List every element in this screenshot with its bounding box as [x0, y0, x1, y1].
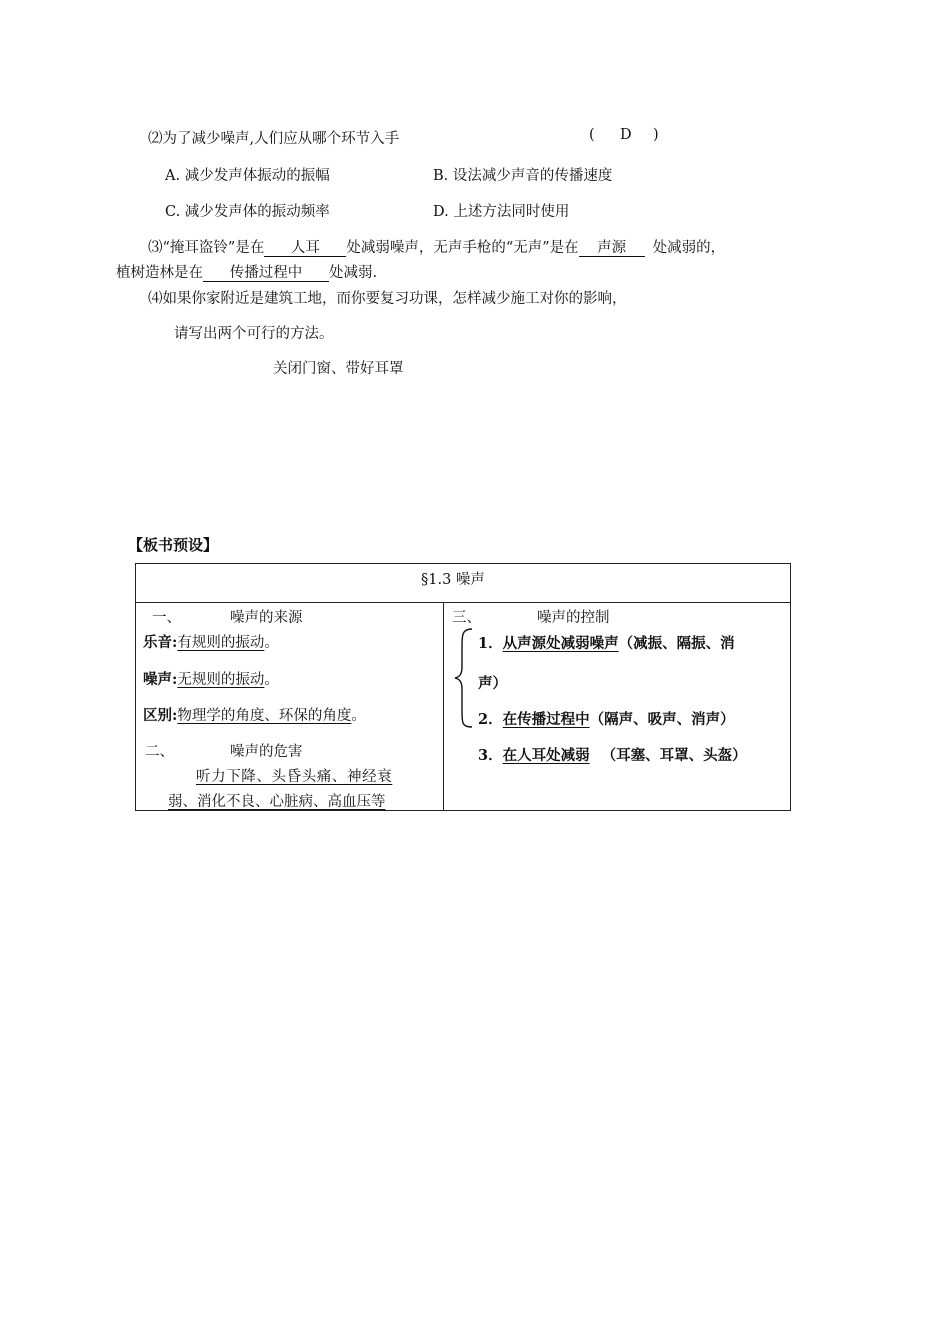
board-divider	[443, 603, 444, 810]
q3-line2	[116, 261, 377, 282]
q3-line1	[148, 236, 725, 257]
board-item2-main: 在传播过程中	[502, 711, 590, 728]
board-title: §1.3 噪声	[421, 572, 485, 588]
board-s3-num: 三、	[452, 610, 481, 626]
board-item1-note: （减振、隔振、消	[618, 635, 735, 652]
board-s2-title: 噪声的危害	[230, 744, 303, 760]
board-music-end: 。	[264, 635, 279, 651]
q3-text-part4: 植树造林是在	[116, 265, 203, 281]
q3-blank-path: 传播过程中	[203, 265, 329, 282]
board-item3-note: （耳塞、耳罩、头盔）	[601, 747, 747, 764]
q3-blank-ear: 人耳	[264, 240, 346, 257]
q2-option-b: B. 设法减少声音的传播速度	[433, 168, 613, 184]
board-music-value: 有规则的振动	[177, 635, 265, 651]
board-s3-title: 噪声的控制	[537, 610, 610, 626]
board-harm-line2: 弱、消化不良、心脏病、高血压等	[168, 794, 386, 810]
q3-text-part3: 处减弱的，	[652, 240, 726, 256]
board-music-line	[143, 631, 279, 652]
board-diff-end: 。	[351, 708, 366, 724]
board-diff-value: 物理学的角度、环保的角度	[177, 708, 352, 724]
board-noise-value: 无规则的振动	[177, 672, 265, 688]
board-noise-end: 。	[264, 672, 279, 688]
q2-option-a: A. 减少发声体振动的振幅	[165, 168, 330, 184]
q2-answer: D	[620, 127, 632, 143]
q2-paren-open: (	[589, 127, 595, 143]
q3-text-part1: ⑶“掩耳盗铃”是在	[148, 240, 265, 256]
q3-blank-source: 声源	[579, 240, 645, 257]
board-harm-line1: 听力下降、头昏头痛、神经衰	[196, 769, 393, 785]
board-item3	[478, 744, 747, 765]
board-s1-title: 噪声的来源	[230, 610, 303, 626]
board-item3-main: 在人耳处减弱	[502, 747, 590, 764]
board-music-label: 乐音:	[143, 634, 178, 651]
q2-stem: ⑵为了减少噪声,人们应从哪个环节入手	[148, 131, 400, 147]
q4-line1: ⑷如果你家附近是建筑工地，而你要复习功课，怎样减少施工对你的影响，	[148, 291, 627, 307]
q3-text-part2: 处减弱噪声，无声手枪的“无声”是在	[346, 240, 579, 256]
board-item1-main: 从声源处减弱噪声	[502, 635, 619, 652]
board-item1-num: 1．	[478, 635, 503, 652]
board-item2	[478, 708, 735, 729]
board-diff-line	[143, 704, 366, 725]
board-heading: 【板书预设】	[128, 536, 219, 554]
board-item2-note: （隔声、吸声、消声）	[589, 711, 735, 728]
board-item3-num: 3．	[478, 747, 503, 764]
board-noise-line	[143, 668, 279, 689]
board-item1	[478, 632, 735, 653]
q2-option-c: C. 减少发声体的振动频率	[165, 204, 330, 220]
board-diff-label: 区别:	[143, 707, 178, 724]
board-noise-label: 噪声:	[143, 671, 178, 688]
board-s1-num: 一、	[152, 610, 181, 626]
board-item1-cont: 声）	[478, 675, 507, 692]
q4-answer: 关闭门窗、带好耳罩	[273, 361, 404, 377]
q3-text-part5: 处减弱.	[329, 265, 378, 281]
curly-brace-icon	[454, 627, 474, 729]
q2-paren-close: )	[653, 127, 659, 143]
q4-line2: 请写出两个可行的方法。	[174, 326, 334, 342]
board-s2-num: 二、	[145, 744, 174, 760]
board-item2-num: 2．	[478, 711, 503, 728]
q2-option-d: D. 上述方法同时使用	[433, 204, 570, 220]
